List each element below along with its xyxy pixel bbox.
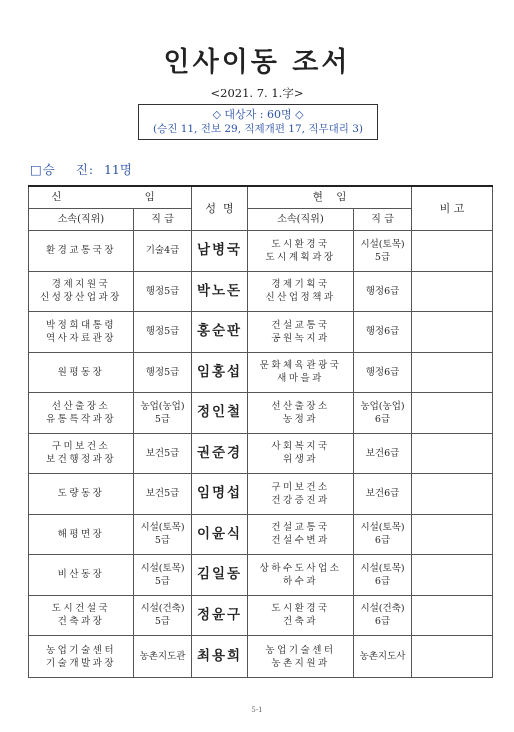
new-dept-cell (29, 352, 134, 393)
new-grade-cell (134, 474, 192, 515)
current-dept-cell (248, 352, 354, 393)
current-dept-cell-line: 농촌지원과 (271, 657, 330, 669)
current-grade-cell-line: 시설(건축) (360, 603, 405, 615)
remarks-cell (412, 433, 493, 474)
current-grade-cell-line: 행정6급 (365, 285, 400, 297)
new-dept-cell (29, 433, 134, 474)
remarks-cell (412, 474, 493, 515)
new-dept-cell-line: 박정희대통령 (45, 319, 117, 331)
header-current-grade: 직 급 (354, 209, 412, 231)
new-dept-cell-line: 구미보건소 (51, 441, 111, 453)
current-grade-cell-line: 시설(토목) (360, 238, 405, 250)
remarks-cell (412, 352, 493, 393)
person-name: 임명섭 (192, 474, 248, 515)
new-dept-cell-line: 경제지원국 (51, 279, 111, 291)
current-dept-cell (248, 555, 354, 596)
table-row (29, 433, 493, 474)
current-grade-cell-line: 6급 (374, 616, 391, 628)
current-dept-cell-line: 위생과 (283, 454, 319, 466)
current-grade-cell-line: 6급 (374, 413, 391, 425)
current-dept-cell-line: 하수과 (283, 575, 319, 587)
section-count: 11명 (103, 162, 132, 177)
current-grade-cell (354, 474, 412, 515)
current-dept-cell-line: 상하수도사업소 (259, 562, 342, 574)
table-row (29, 271, 493, 312)
new-dept-cell (29, 636, 134, 678)
current-grade-cell-line: 행정6급 (365, 366, 400, 378)
table-row (29, 595, 493, 636)
new-dept-cell (29, 231, 134, 272)
person-name: 정윤구 (192, 595, 248, 636)
person-name: 김일동 (192, 555, 248, 596)
header-name: 성 명 (192, 186, 248, 231)
summary-line-breakdown: (승진 11, 전보 29, 직제개편 17, 직무대리 3) (152, 123, 364, 135)
current-grade-cell-line: 시설(토목) (360, 522, 405, 534)
current-dept-cell-line: 신산업정책과 (265, 292, 336, 304)
remarks-cell (412, 555, 493, 596)
current-dept-cell-line: 사회복지국 (271, 441, 330, 453)
new-dept-cell (29, 312, 134, 353)
new-grade-cell-line: 5급 (154, 575, 171, 587)
table-row (29, 352, 493, 393)
new-grade-cell (134, 514, 192, 555)
page-number: 5-1 (251, 706, 263, 714)
new-grade-cell (134, 312, 192, 353)
current-grade-cell-line: 행정6급 (365, 326, 400, 338)
current-dept-cell (248, 474, 354, 515)
table-row (29, 555, 493, 596)
current-grade-cell (354, 433, 412, 474)
current-dept-cell-line: 경제기획국 (271, 279, 330, 291)
summary-box (138, 104, 378, 140)
current-grade-cell (354, 271, 412, 312)
current-dept-cell-line: 공원녹지과 (271, 332, 330, 344)
current-dept-cell-line: 건강증진과 (271, 494, 330, 506)
new-grade-cell (134, 636, 192, 678)
current-dept-cell-line: 선산출장소 (271, 400, 330, 412)
current-dept-cell-line: 건설수변과 (271, 535, 330, 547)
new-dept-cell-line: 건축과장 (57, 616, 105, 628)
remarks-cell (412, 636, 493, 678)
new-dept-cell-line: 도량동장 (57, 488, 105, 500)
current-dept-cell-line: 새마을과 (277, 373, 324, 385)
table-row (29, 393, 493, 434)
current-grade-cell-line: 보건6급 (365, 488, 400, 500)
header-new-grade: 직 급 (134, 209, 192, 231)
new-grade-cell-line: 5급 (154, 413, 171, 425)
current-dept-cell (248, 514, 354, 555)
header-new-post: 신 임 (29, 186, 192, 209)
new-grade-cell-line: 농촌지도관 (139, 651, 186, 662)
new-dept-cell (29, 474, 134, 515)
header-current-post: 현 임 (248, 186, 412, 209)
new-dept-cell-line: 유통특작과장 (45, 413, 117, 425)
new-grade-cell-line: 행정5급 (145, 366, 180, 378)
person-name: 권준경 (192, 433, 248, 474)
current-grade-cell (354, 555, 412, 596)
person-name: 이윤식 (192, 514, 248, 555)
new-grade-cell (134, 393, 192, 434)
current-grade-cell (354, 636, 412, 678)
page-title: 인사이동 조서 (163, 47, 351, 78)
section-heading-promotion (30, 160, 132, 178)
remarks-cell (412, 514, 493, 555)
current-dept-cell-line: 농정과 (283, 413, 319, 425)
table-row (29, 231, 493, 272)
person-name: 홍순판 (192, 312, 248, 353)
new-grade-cell-line: 보건5급 (145, 447, 180, 459)
new-grade-cell-line: 5급 (154, 616, 171, 628)
new-dept-cell (29, 595, 134, 636)
new-grade-cell (134, 433, 192, 474)
new-dept-cell-line: 원평동장 (57, 366, 105, 378)
personnel-table (28, 185, 493, 678)
new-grade-cell-line: 기술4급 (145, 245, 180, 257)
new-grade-cell-line: 시설(토목) (140, 562, 185, 574)
person-name: 남병국 (192, 231, 248, 272)
header-new-dept: 소속(직위) (29, 209, 134, 231)
new-grade-cell-line: 행정5급 (145, 285, 180, 297)
new-grade-cell (134, 595, 192, 636)
remarks-cell (412, 393, 493, 434)
section-label: □승 진: (30, 162, 95, 177)
new-dept-cell (29, 393, 134, 434)
person-name: 정인철 (192, 393, 248, 434)
current-dept-cell (248, 636, 354, 678)
current-dept-cell-line: 건설교통국 (271, 319, 330, 331)
current-grade-cell-line: 농촌지도사 (359, 651, 406, 662)
summary-line-target-count: ◇ 대상자 : 60명 ◇ (212, 108, 304, 121)
remarks-cell (412, 595, 493, 636)
person-name: 박노돈 (192, 271, 248, 312)
header-remarks: 비 고 (412, 186, 493, 231)
current-grade-cell-line: 보건6급 (365, 447, 400, 459)
document-date: <2021. 7. 1.字> (210, 86, 304, 100)
new-grade-cell (134, 555, 192, 596)
current-grade-cell-line: 시설(토목) (360, 562, 405, 574)
person-name: 임홍섭 (192, 352, 248, 393)
current-dept-cell-line: 농업기술센터 (265, 644, 336, 656)
new-dept-cell (29, 514, 134, 555)
current-grade-cell (354, 352, 412, 393)
current-dept-cell-line: 구미보건소 (271, 481, 330, 493)
table-row (29, 474, 493, 515)
new-dept-cell-line: 역사자료관장 (45, 332, 117, 344)
current-grade-cell (354, 514, 412, 555)
current-dept-cell (248, 433, 354, 474)
current-grade-cell-line: 6급 (374, 535, 391, 547)
current-dept-cell-line: 건설교통국 (271, 522, 330, 534)
remarks-cell (412, 231, 493, 272)
new-grade-cell-line: 농업(농업) (140, 400, 185, 412)
new-dept-cell-line: 도시건설국 (51, 603, 111, 615)
current-dept-cell-line: 도시계획과장 (265, 251, 336, 263)
table-row (29, 312, 493, 353)
table-row (29, 514, 493, 555)
new-grade-cell (134, 352, 192, 393)
table-row (29, 636, 493, 678)
new-grade-cell-line: 5급 (154, 535, 171, 547)
current-grade-cell-line: 5급 (374, 251, 391, 263)
current-grade-cell (354, 312, 412, 353)
remarks-cell (412, 271, 493, 312)
current-grade-cell (354, 393, 412, 434)
person-name: 최용희 (192, 636, 248, 678)
current-dept-cell-line: 문화체육관광국 (259, 360, 342, 372)
new-dept-cell-line: 보건행정과장 (45, 454, 117, 466)
new-grade-cell (134, 231, 192, 272)
current-grade-cell (354, 231, 412, 272)
new-grade-cell-line: 시설(토목) (140, 522, 185, 534)
new-dept-cell-line: 비산동장 (57, 569, 105, 581)
new-dept-cell-line: 농업기술센터 (45, 644, 117, 656)
current-dept-cell-line: 건축과 (283, 616, 319, 628)
current-dept-cell (248, 595, 354, 636)
new-dept-cell-line: 선산출장소 (51, 400, 111, 412)
current-grade-cell-line: 농업(농업) (360, 400, 405, 412)
new-grade-cell (134, 271, 192, 312)
current-dept-cell (248, 231, 354, 272)
header-current-dept: 소속(직위) (248, 209, 354, 231)
new-dept-cell (29, 271, 134, 312)
new-grade-cell-line: 행정5급 (145, 326, 180, 338)
current-grade-cell-line: 6급 (374, 575, 391, 587)
new-dept-cell-line: 해평면장 (57, 528, 105, 540)
new-grade-cell-line: 시설(건축) (140, 603, 185, 615)
current-dept-cell-line: 도시환경국 (271, 603, 330, 615)
new-dept-cell-line: 신성장산업과장 (40, 292, 122, 304)
remarks-cell (412, 312, 493, 353)
current-dept-cell (248, 271, 354, 312)
current-dept-cell (248, 393, 354, 434)
current-dept-cell (248, 312, 354, 353)
new-grade-cell-line: 보건5급 (145, 488, 180, 500)
new-dept-cell (29, 555, 134, 596)
new-dept-cell-line: 기술개발과장 (45, 657, 117, 669)
current-grade-cell (354, 595, 412, 636)
current-dept-cell-line: 도시환경국 (271, 238, 330, 250)
new-dept-cell-line: 환경교통국장 (45, 245, 117, 257)
